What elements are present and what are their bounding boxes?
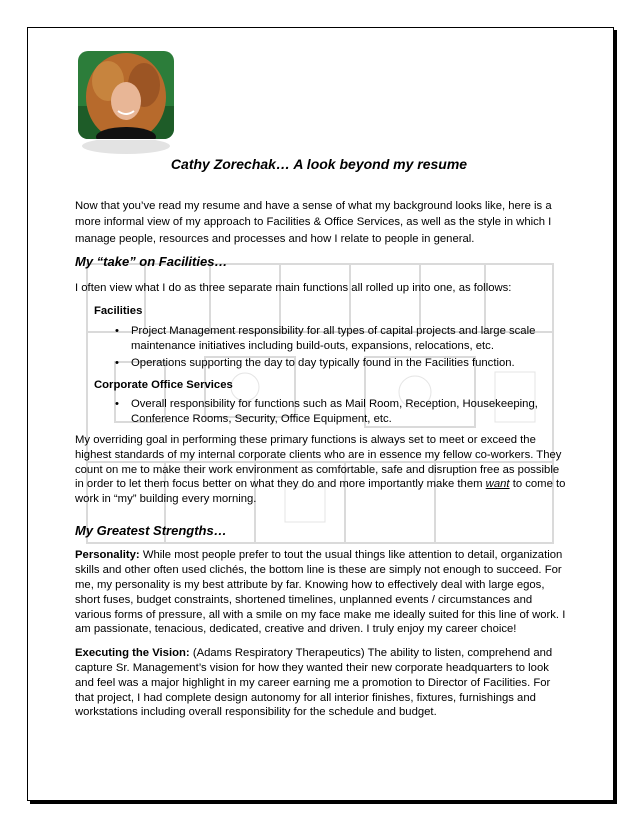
personality-paragraph: Personality: While most people prefer to tout the usual things like attention to detail, organization skills and other often used clichés, the bottom line is these are simply not enough to succeed. For me, my personality is my best attribute by far. Knowing how to effectively deal with large egos, short fuses, budget constraints, shortened timelines, unplanned events / circumstances and various forms of pressure, all with a smile on my face make me ideally suited for this line of work. I am passionate, tenacious, dedicated, creative and driven. I truly enjoy my career choice! bbox=[75, 549, 566, 636]
list-item: • Overall responsibility for functions such as Mail Room, Reception, Housekeeping, Conference Rooms, Security, Office Equipment, etc. bbox=[115, 398, 538, 426]
bullet-icon: • bbox=[115, 398, 119, 411]
bullet-icon: • bbox=[115, 324, 119, 337]
section-title-office-services: Corporate Office Services bbox=[94, 379, 233, 392]
personality-label: Personality: bbox=[75, 549, 140, 562]
section-title-facilities: Facilities bbox=[94, 305, 143, 318]
vision-label: Executing the Vision: bbox=[75, 647, 190, 660]
facilities-list bbox=[75, 324, 568, 371]
vision-paragraph: Executing the Vision: (Adams Respiratory Therapeutics) The ability to listen, comprehend and capture Sr. Management’s vision for how they wanted their new corporate headquarters to look and feel was a major highlight in my career earning me a promotion to Director of Facilities. For that project, I had complete design autonomy for all interior finishes, fixtures, furnishings and workstations including overall responsibility for the schedule and budget. bbox=[75, 647, 553, 719]
intro-paragraph: Now that you’ve read my resume and have a sense of what my background looks like, here is a more informal view of my approach to Facilities & Office Services, as well as the style in which I manage people, resources and processes and how I relate to people in general. bbox=[75, 200, 552, 245]
profile-photo bbox=[78, 51, 174, 139]
facilities-heading: My “take” on Facilities… bbox=[75, 253, 228, 269]
document-body bbox=[75, 198, 568, 720]
office-services-list bbox=[75, 397, 568, 427]
bullet-icon: • bbox=[115, 357, 119, 370]
strengths-heading: My Greatest Strengths… bbox=[75, 523, 227, 539]
view-paragraph: I often view what I do as three separate main functions all rolled up into one, as follows: bbox=[75, 282, 512, 295]
emphasis-want: want bbox=[485, 478, 510, 491]
goal-paragraph: My overriding goal in performing these primary functions is always set to meet or exceed the highest standards of my internal corporate clients who are in essence my fellow co-workers. They count on me to make their work environment as comfortable, safe and disruption free as possible in order to let them focus better on what they do and more importantly make them want to come to work in “my” building every morning. bbox=[75, 434, 566, 506]
page-title: Cathy Zorechak… A look beyond my resume bbox=[170, 156, 468, 172]
list-item: • Project Management responsibility for all types of capital projects and large scale maintenance initiatives including build-outs, expansions, relocations, etc. bbox=[115, 324, 536, 352]
list-item: • Operations supporting the day to day typically found in the Facilities function. bbox=[115, 357, 515, 370]
